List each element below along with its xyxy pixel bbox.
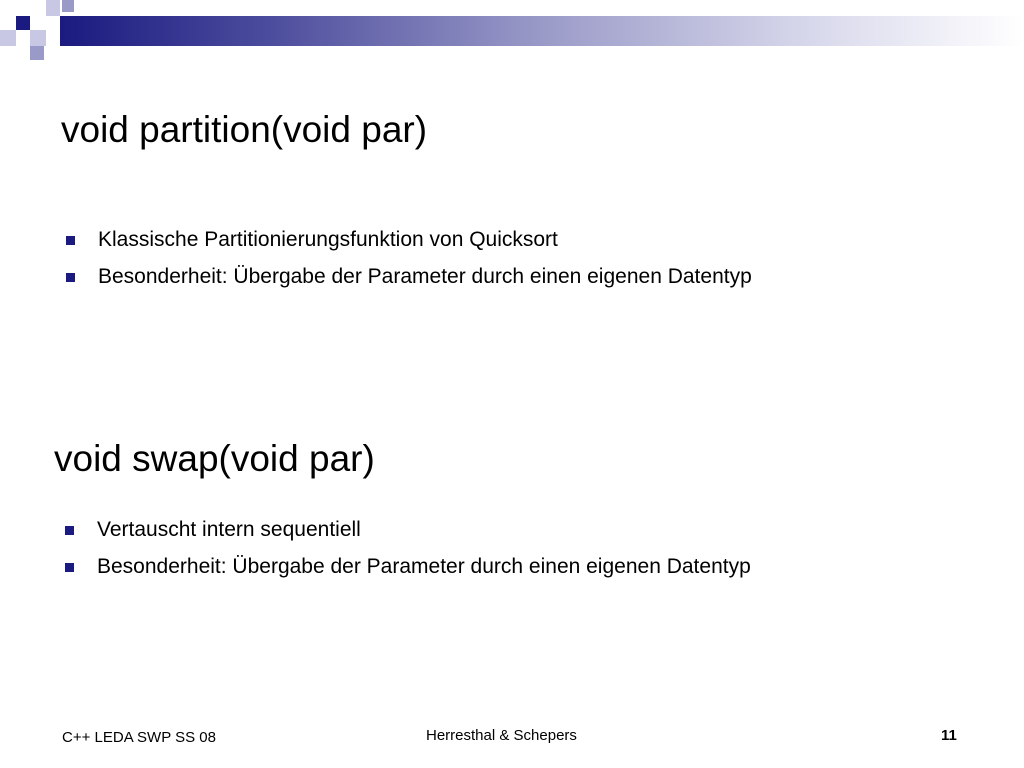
footer-course: C++ LEDA SWP SS 08 [62, 729, 216, 746]
bullet-item [62, 229, 752, 266]
deco-square-mid-top [62, 0, 74, 12]
footer-authors: Herresthal & Schepers [426, 727, 577, 744]
bullet-list-swap [61, 519, 751, 593]
square-bullet-icon [66, 236, 75, 245]
deco-square-light-top [46, 0, 60, 16]
bullet-text: Vertauscht intern sequentiell [97, 518, 361, 541]
deco-square-light [30, 30, 46, 46]
bullet-list-partition [62, 229, 752, 303]
bullet-text: Besonderheit: Übergabe der Parameter durch einen eigenen Datentyp [98, 265, 752, 288]
section-title-partition: void partition(void par) [61, 109, 428, 150]
deco-square-dark [16, 16, 30, 30]
bullet-item [62, 266, 752, 303]
square-bullet-icon [65, 563, 74, 572]
bullet-item [61, 556, 751, 593]
deco-square-mid [30, 46, 44, 60]
square-bullet-icon [66, 273, 75, 282]
bullet-text: Klassische Partitionierungsfunktion von Quicksort [98, 228, 558, 251]
deco-square-light-left [0, 30, 16, 46]
bullet-item [61, 519, 751, 556]
page-number: 11 [941, 727, 957, 744]
bullet-text: Besonderheit: Übergabe der Parameter durch einen eigenen Datentyp [97, 555, 751, 578]
square-bullet-icon [65, 526, 74, 535]
section-title-swap: void swap(void par) [54, 438, 375, 479]
header-gradient-bar [60, 16, 1024, 46]
